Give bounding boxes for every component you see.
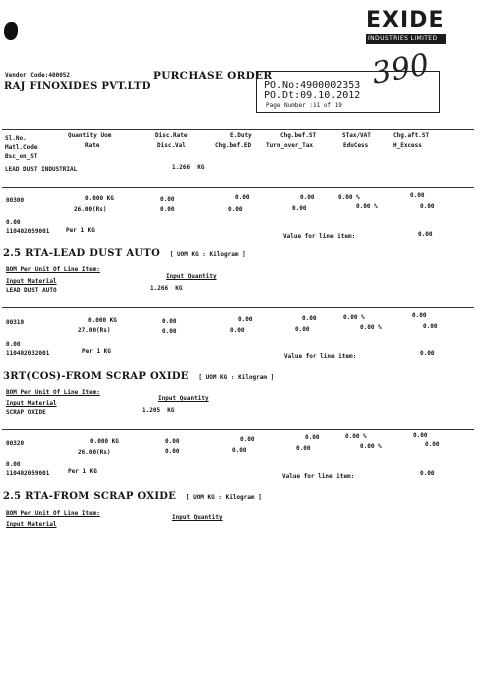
vendor-code-label: Vendor Code: <box>5 72 49 79</box>
item-slno: 00310 <box>6 319 25 326</box>
item-slno: 00300 <box>6 197 25 204</box>
item-turnover-tax: 0.00 <box>292 205 307 212</box>
vendor-code: 400052 <box>48 72 71 79</box>
logo-subtitle: INDUSTRIES LIMITED <box>368 35 438 42</box>
item-bsc-on-st: 0.00 <box>6 461 21 468</box>
col-chg-bef-st: Chg.bef.ST <box>280 132 317 139</box>
item-rule <box>2 187 474 188</box>
input-material-label: Input Material <box>6 521 57 528</box>
input-quantity-label: Input Quantity <box>172 514 223 521</box>
item-stax-vat: 0.00 % <box>345 433 367 440</box>
col-chg-aft-st: Chg.aft.ST <box>393 132 430 139</box>
item-chg-bef-st: 0.00 <box>302 315 317 322</box>
col-rate: Rate <box>85 142 100 149</box>
item-description <box>3 484 262 503</box>
item-per-unit: Per 1 KG <box>82 348 111 355</box>
input-material-name: LEAD DUST AUTO <box>6 287 57 294</box>
item-rule <box>2 307 474 308</box>
item-disc-rate: 0.00 <box>160 196 175 203</box>
item-educess: 0.00 % <box>356 203 378 210</box>
item-qty: 0.000 KG <box>88 317 117 324</box>
item-per-unit: Per 1 KG <box>68 468 97 475</box>
page-total: 19 <box>334 102 342 109</box>
item-educess: 0.00 % <box>360 443 382 450</box>
top-item-qty <box>172 164 205 171</box>
bom-label: BOM Per Unit Of Line Item: <box>6 266 100 273</box>
item-disc-rate: 0.00 <box>162 318 177 325</box>
top-item-desc: LEAD DUST INDUSTRIAL <box>5 166 78 173</box>
col-disc-val: Disc.Val <box>157 142 186 149</box>
col-matl-code: Matl.Code <box>5 144 38 151</box>
input-quantity-label: Input Quantity <box>166 273 217 280</box>
item-h-excess: 0.00 <box>420 203 435 210</box>
item-chg-bef-st: 0.00 <box>305 434 320 441</box>
item-rate: 26.00(Rs) <box>78 449 111 456</box>
col-chg-bef-ed: Chg.bef.ED <box>215 142 252 149</box>
col-disc-rate: Disc.Rate <box>155 132 188 139</box>
item-e-duty: 0.00 <box>240 436 255 443</box>
input-qty-value: 1.266 <box>150 285 169 292</box>
item-chg-bef-ed: 0.00 <box>230 327 245 334</box>
item-matl-code: 110402059001 <box>6 228 50 235</box>
vendor-code-line <box>5 72 70 79</box>
item-desc: 2.5 RTA-LEAD DUST AUTO <box>3 248 161 259</box>
item-value-label: Value for line item: <box>284 353 357 360</box>
item-disc-val: 0.00 <box>162 328 177 335</box>
item-value: 0.00 <box>420 470 435 477</box>
item-stax-vat: 0.00 % <box>338 194 360 201</box>
document-title: PURCHASE ORDER <box>153 70 273 82</box>
input-uom: KG <box>167 407 175 414</box>
ink-blot <box>4 22 18 40</box>
item-rule <box>2 429 474 430</box>
item-chg-bef-ed: 0.00 <box>228 206 243 213</box>
bom-label: BOM Per Unit Of Line Item: <box>6 510 100 517</box>
handwritten-note: 390 <box>369 47 432 92</box>
item-value-label: Value for line item: <box>283 233 356 240</box>
item-value: 0.00 <box>418 231 433 238</box>
item-turnover-tax: 0.00 <box>295 326 310 333</box>
item-stax-vat: 0.00 % <box>343 314 365 321</box>
item-value-label: Value for line item: <box>282 473 355 480</box>
item-disc-rate: 0.00 <box>165 438 180 445</box>
exide-logo <box>360 8 452 48</box>
item-bsc-on-st: 0.00 <box>6 341 21 348</box>
item-turnover-tax: 0.00 <box>296 445 311 452</box>
page-number <box>266 102 342 109</box>
col-e-duty: E.Duty <box>230 132 252 139</box>
item-chg-bef-ed: 0.00 <box>232 447 247 454</box>
po-number: PO.No:4900002353 <box>264 80 361 91</box>
col-bsc-on-st: Bsc_on_ST <box>5 153 38 160</box>
item-description <box>3 241 246 260</box>
col-turnover-tax: Turn_over_Tax <box>266 142 313 149</box>
header-rule-top <box>2 129 474 130</box>
item-rate: 26.00(Rs) <box>74 206 107 213</box>
col-stax-vat: STax/VAT <box>342 132 371 139</box>
page-current: :11 of <box>309 102 332 109</box>
item-h-excess: 0.00 <box>425 441 440 448</box>
item-chg-bef-st: 0.00 <box>300 194 315 201</box>
item-matl-code: 110402032001 <box>6 350 50 357</box>
item-bsc-on-st: 0.00 <box>6 219 21 226</box>
vendor-name: RAJ FINOXIDES PVT.LTD <box>4 81 151 92</box>
item-per-unit: Per 1 KG <box>66 227 95 234</box>
bom-label: BOM Per Unit Of Line Item: <box>6 389 100 396</box>
input-quantity-label: Input Quantity <box>158 395 209 402</box>
page-label: Page Number <box>266 102 306 109</box>
po-date: PO.Dt:09.10.2012 <box>264 90 361 101</box>
item-disc-val: 0.00 <box>160 206 175 213</box>
col-h-excess: H_Excess <box>393 142 422 149</box>
item-value: 0.00 <box>420 350 435 357</box>
item-slno: 00320 <box>6 440 25 447</box>
item-chg-aft-st: 0.00 <box>410 192 425 199</box>
item-rate: 27.00(Rs) <box>78 327 111 334</box>
item-desc: 2.5 RTA-FROM SCRAP OXIDE <box>3 491 177 502</box>
col-quantity-uom: Quantity Uom <box>68 132 112 139</box>
item-qty: 0.000 KG <box>85 195 114 202</box>
input-material-name: SCRAP OXIDE <box>6 409 46 416</box>
input-quantity <box>150 285 183 292</box>
logo-word: EXIDE <box>366 8 445 33</box>
top-item-uom: KG <box>197 164 205 171</box>
item-e-duty: 0.00 <box>238 316 253 323</box>
item-description <box>3 364 274 383</box>
col-slno: Sl.No. <box>5 135 27 142</box>
item-desc: 3RT(COS)-FROM SCRAP OXIDE <box>3 371 189 382</box>
col-educess: EduCess <box>343 142 369 149</box>
item-uom-note: [ UOM KG : Kilogram ] <box>198 374 275 381</box>
item-uom-note: [ UOM KG : Kilogram ] <box>185 494 262 501</box>
top-item-qty-value: 1.266 <box>172 164 191 171</box>
item-disc-val: 0.00 <box>165 448 180 455</box>
item-chg-aft-st: 0.00 <box>413 432 428 439</box>
input-quantity <box>142 407 175 414</box>
item-matl-code: 110402059001 <box>6 470 50 477</box>
item-chg-aft-st: 0.00 <box>412 312 427 319</box>
item-e-duty: 0.00 <box>235 194 250 201</box>
input-qty-value: 1.205 <box>142 407 161 414</box>
item-uom-note: [ UOM KG : Kilogram ] <box>169 251 246 258</box>
item-h-excess: 0.00 <box>423 323 438 330</box>
input-material-label: Input Material <box>6 278 57 285</box>
item-qty: 0.000 KG <box>90 438 119 445</box>
item-educess: 0.00 % <box>360 324 382 331</box>
input-uom: KG <box>175 285 183 292</box>
input-material-label: Input Material <box>6 400 57 407</box>
